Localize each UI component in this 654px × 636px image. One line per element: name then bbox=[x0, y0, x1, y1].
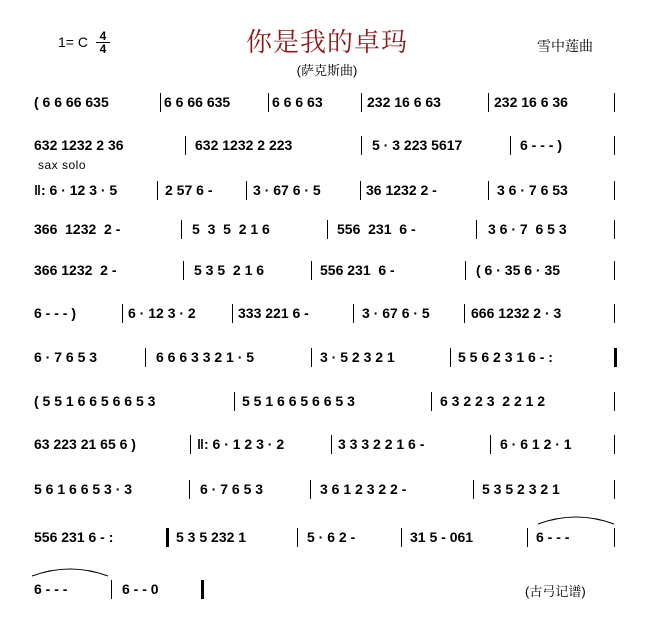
measure-notes: 6 6 6 3 3 2 1 · 5 bbox=[156, 349, 255, 365]
bar-line bbox=[353, 304, 354, 323]
score-line bbox=[0, 347, 654, 371]
measure-notes: 632 1232 2 223 bbox=[195, 137, 293, 153]
bar-line bbox=[614, 261, 615, 280]
measure-notes: 6 · 12 3 · 2 bbox=[128, 305, 196, 321]
repeat-end-bar bbox=[162, 528, 169, 547]
measure-notes: 3 6 · 7 6 5 3 bbox=[488, 221, 567, 237]
measure-notes: 36 1232 2 - bbox=[366, 182, 437, 198]
measure-notes: 333 221 6 - bbox=[238, 305, 309, 321]
measure-notes: 5 · 6 2 - bbox=[307, 529, 356, 545]
measure-notes: 232 16 6 63 bbox=[367, 94, 441, 110]
bar-line bbox=[268, 93, 269, 112]
bar-line bbox=[183, 261, 184, 280]
score-line bbox=[0, 180, 654, 204]
bar-line bbox=[465, 261, 466, 280]
bar-line bbox=[232, 304, 233, 323]
measure-notes: 556 231 6 - bbox=[337, 221, 416, 237]
measure-notes: ‖: 6 · 1 2 3 · 2 bbox=[197, 436, 285, 452]
score-line bbox=[0, 479, 654, 503]
bar-line bbox=[331, 435, 332, 454]
bar-line bbox=[614, 181, 615, 200]
bar-line bbox=[246, 181, 247, 200]
bar-line bbox=[311, 348, 312, 367]
measure-notes: 5 3 5 2 1 6 bbox=[192, 221, 270, 237]
bar-line bbox=[476, 220, 477, 239]
measure-notes: 6 - - - ) bbox=[34, 305, 76, 321]
measure-notes: 3 · 5 2 3 2 1 bbox=[320, 349, 395, 365]
bar-line bbox=[361, 93, 362, 112]
measure-notes: 6 · 7 6 5 3 bbox=[34, 349, 98, 365]
measure-notes: 366 1232 2 - bbox=[34, 262, 117, 278]
score-line bbox=[0, 391, 654, 415]
bar-line bbox=[614, 136, 615, 155]
measure-notes: 6 · 6 1 2 · 1 bbox=[500, 436, 572, 452]
sax-solo-annotation: sax solo bbox=[38, 158, 87, 172]
measure-notes: 6 - - - ) bbox=[520, 137, 562, 153]
bar-line bbox=[310, 480, 311, 499]
bar-line bbox=[401, 528, 402, 547]
bar-line bbox=[450, 348, 451, 367]
bar-line bbox=[111, 580, 112, 599]
score-line bbox=[0, 135, 654, 159]
time-signature-denominator: 4 bbox=[99, 42, 107, 56]
measure-notes: 6 6 66 635 bbox=[164, 94, 231, 110]
measure-notes: 366 1232 2 - bbox=[34, 221, 121, 237]
bar-line bbox=[614, 528, 615, 547]
measure-notes: 3 6 1 2 3 2 2 - bbox=[320, 481, 407, 497]
measure-notes: 5 3 5 2 3 2 1 bbox=[482, 481, 560, 497]
score-line bbox=[0, 260, 654, 284]
score-line bbox=[0, 434, 654, 458]
bar-line bbox=[360, 181, 361, 200]
score-line bbox=[0, 579, 654, 603]
bar-line bbox=[488, 181, 489, 200]
measure-notes: ( 6 · 35 6 · 35 bbox=[476, 262, 561, 278]
measure-notes: 5 5 1 6 6 5 6 6 5 3 bbox=[242, 393, 355, 409]
bar-line bbox=[160, 93, 161, 112]
measure-notes: 6 · 7 6 5 3 bbox=[200, 481, 264, 497]
bar-line bbox=[614, 93, 615, 112]
bar-line bbox=[527, 528, 528, 547]
measure-notes: 6 - - 0 bbox=[122, 581, 159, 597]
time-signature-numerator: 4 bbox=[96, 30, 110, 43]
measure-notes: 3 6 · 7 6 53 bbox=[497, 182, 568, 198]
bar-line bbox=[473, 480, 474, 499]
bar-line bbox=[311, 261, 312, 280]
bar-line bbox=[464, 304, 465, 323]
bar-line bbox=[490, 435, 491, 454]
measure-notes: 63 223 21 65 6 ) bbox=[34, 436, 136, 452]
repeat-end-bar bbox=[610, 348, 617, 367]
measure-notes: 6 - - - bbox=[34, 581, 68, 597]
bar-line bbox=[431, 392, 432, 411]
composer-credit: 雪中莲曲 bbox=[537, 38, 593, 54]
transcriber-credit: (古弓记谱) bbox=[525, 584, 586, 599]
bar-line bbox=[614, 220, 615, 239]
bar-line bbox=[361, 136, 362, 155]
bar-line bbox=[234, 392, 235, 411]
measure-notes: 632 1232 2 36 bbox=[34, 137, 124, 153]
key-signature: 1= C bbox=[58, 34, 88, 50]
measure-notes: 556 231 6 - bbox=[320, 262, 395, 278]
bar-line bbox=[190, 435, 191, 454]
measure-notes: 3 · 67 6 · 5 bbox=[253, 182, 321, 198]
measure-notes: 556 231 6 - : bbox=[34, 529, 114, 545]
measure-notes: 6 - - - bbox=[536, 529, 570, 545]
measure-notes: 5 3 5 232 1 bbox=[176, 529, 247, 545]
measure-notes: 5 5 6 2 3 1 6 - : bbox=[458, 349, 553, 365]
measure-notes: 5 3 5 2 1 6 bbox=[194, 262, 265, 278]
measure-notes: ( 6 6 66 635 bbox=[34, 94, 109, 110]
tie-slur-right bbox=[536, 514, 616, 526]
bar-line bbox=[297, 528, 298, 547]
score-line bbox=[0, 527, 654, 551]
bar-line bbox=[488, 93, 489, 112]
page-subtitle: (萨克斯曲) bbox=[296, 63, 358, 78]
score-line bbox=[0, 219, 654, 243]
bar-line bbox=[145, 348, 146, 367]
bar-line bbox=[327, 220, 328, 239]
measure-notes: 666 1232 2 · 3 bbox=[471, 305, 562, 321]
score-line bbox=[0, 303, 654, 327]
page-title: 你是我的卓玛 bbox=[245, 27, 408, 57]
bar-line bbox=[614, 435, 615, 454]
bar-line bbox=[122, 304, 123, 323]
measure-notes: 5 6 1 6 6 5 3 · 3 bbox=[34, 481, 133, 497]
final-bar bbox=[197, 580, 204, 599]
measure-notes: 232 16 6 36 bbox=[494, 94, 568, 110]
measure-notes: ( 5 5 1 6 6 5 6 6 5 3 bbox=[34, 393, 156, 409]
bar-line bbox=[157, 181, 158, 200]
bar-line bbox=[185, 136, 186, 155]
measure-notes: 31 5 - 061 bbox=[410, 529, 474, 545]
tie-slur-left bbox=[30, 566, 110, 578]
measure-notes: 3 3 3 2 2 1 6 - bbox=[338, 436, 425, 452]
bar-line bbox=[614, 480, 615, 499]
bar-line bbox=[181, 220, 182, 239]
score-line bbox=[0, 92, 654, 116]
measure-notes: 3 · 67 6 · 5 bbox=[362, 305, 430, 321]
measure-notes: 6 3 2 2 3 2 2 1 2 bbox=[440, 393, 546, 409]
bar-line bbox=[614, 392, 615, 411]
bar-line bbox=[510, 136, 511, 155]
bar-line bbox=[614, 304, 615, 323]
bar-line bbox=[189, 480, 190, 499]
measure-notes: 6 6 6 63 bbox=[272, 94, 323, 110]
measure-notes: ‖: 6 · 12 3 · 5 bbox=[34, 182, 118, 198]
measure-notes: 2 57 6 - bbox=[165, 182, 213, 198]
measure-notes: 5 · 3 223 5617 bbox=[372, 137, 463, 153]
